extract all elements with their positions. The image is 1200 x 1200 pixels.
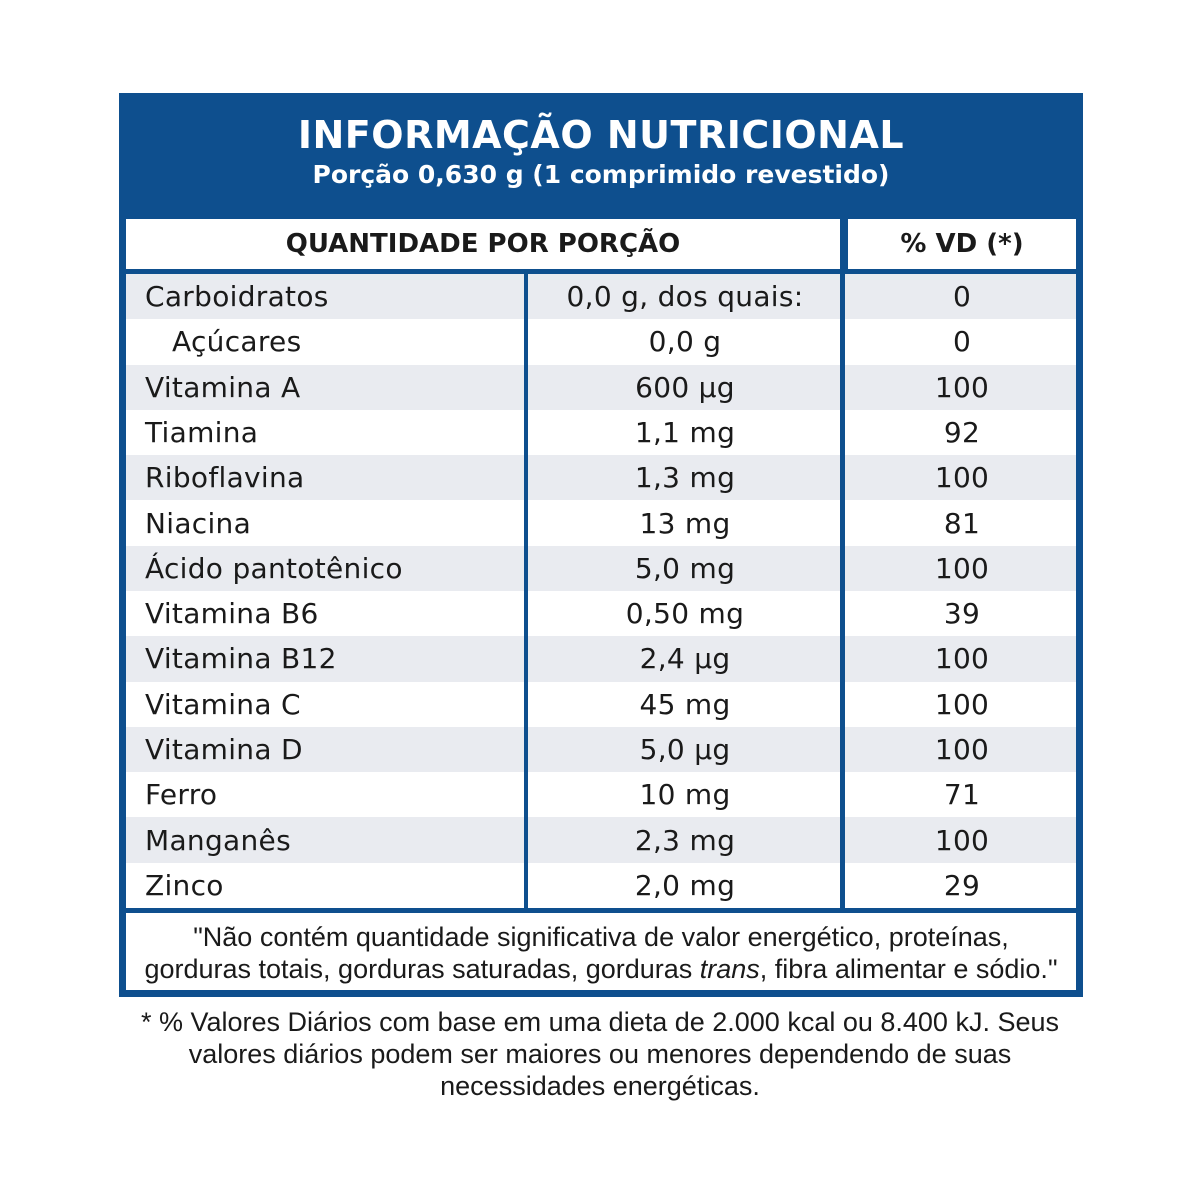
- nutrition-table-body: [126, 274, 1076, 908]
- table-row: [126, 410, 1076, 455]
- column-divider-name-amount: [524, 274, 528, 908]
- nutrient-daily-value: 100: [934, 461, 990, 495]
- nutrient-daily-value: 81: [943, 506, 981, 540]
- nutrient-daily-value: 0: [952, 325, 972, 359]
- nutrient-name: Tiamina: [145, 415, 259, 449]
- nutrient-amount: 2,3 mg: [634, 823, 736, 857]
- footnote-line-2: valores diários podem ser maiores ou menores dependendo de suas: [188, 1039, 1012, 1069]
- nutrient-amount: 2,0 mg: [634, 868, 736, 902]
- disclaimer-trans: trans: [699, 954, 760, 984]
- disclaimer-line-2-end: , fibra alimentar e sódio.": [759, 954, 1058, 984]
- nutrient-amount: 1,3 mg: [634, 461, 736, 495]
- table-row: [126, 546, 1076, 591]
- table-row: [126, 682, 1076, 727]
- disclaimer-line-1: "Não contém quantidade significativa de valor energético, proteínas,: [193, 922, 1009, 952]
- table-row: [126, 365, 1076, 410]
- nutrition-facts-panel: [119, 93, 1083, 997]
- nutrient-amount: 5,0 µg: [639, 732, 731, 766]
- column-header-daily-value: % VD (*): [900, 229, 1024, 259]
- table-row: [126, 319, 1076, 364]
- nutrient-name: Riboflavina: [145, 461, 305, 495]
- nutrient-daily-value: 29: [943, 868, 981, 902]
- nutrient-daily-value: 92: [943, 415, 981, 449]
- nutrient-amount: 10 mg: [639, 778, 731, 812]
- nutrient-amount: 1,1 mg: [634, 415, 736, 449]
- footnote-line-1: * % Valores Diários com base em uma dieta de 2.000 kcal ou 8.400 kJ. Seus: [141, 1007, 1059, 1037]
- nutrient-name: Vitamina A: [145, 370, 301, 404]
- panel-title: INFORMAÇÃO NUTRICIONAL: [297, 113, 905, 157]
- table-row: [126, 274, 1076, 319]
- nutrient-daily-value: 100: [934, 732, 990, 766]
- nutrient-name: Zinco: [145, 868, 224, 902]
- table-row: [126, 863, 1076, 908]
- table-row: [126, 727, 1076, 772]
- nutrient-name: Niacina: [145, 506, 252, 540]
- disclaimer-note: [126, 913, 1076, 990]
- nutrient-amount: 0,50 mg: [625, 597, 745, 631]
- table-row: [126, 500, 1076, 545]
- footnote-line-3: necessidades energéticas.: [440, 1071, 760, 1101]
- nutrient-daily-value: 0: [952, 280, 972, 314]
- nutrient-daily-value: 100: [934, 551, 990, 585]
- nutrient-amount: 0,0 g, dos quais:: [566, 280, 804, 314]
- nutrient-name: Ácido pantotênico: [145, 551, 403, 585]
- nutrient-name: Manganês: [145, 823, 291, 857]
- nutrient-amount: 0,0 g: [648, 325, 722, 359]
- table-row: [126, 817, 1076, 862]
- nutrient-daily-value: 100: [934, 823, 990, 857]
- nutrient-name: Ferro: [145, 778, 218, 812]
- nutrient-name: Vitamina C: [145, 687, 301, 721]
- disclaimer-line-2-start: gorduras totais, gorduras saturadas, gorduras: [144, 954, 700, 984]
- column-divider-amount-vd: [840, 274, 845, 908]
- nutrient-amount: 2,4 µg: [639, 642, 731, 676]
- nutrient-name: Vitamina B6: [145, 597, 319, 631]
- nutrient-daily-value: 100: [934, 687, 990, 721]
- nutrient-daily-value: 100: [934, 642, 990, 676]
- nutrient-daily-value: 71: [943, 778, 981, 812]
- table-row: [126, 455, 1076, 500]
- nutrient-daily-value: 39: [943, 597, 981, 631]
- nutrient-amount: 45 mg: [639, 687, 731, 721]
- table-row: [126, 636, 1076, 681]
- nutrient-daily-value: 100: [934, 370, 990, 404]
- column-header-quantity: QUANTIDADE POR PORÇÃO: [285, 229, 681, 259]
- header-divider: [840, 219, 848, 269]
- nutrient-name: Vitamina D: [145, 732, 303, 766]
- disclaimer-line-2: [126, 953, 1076, 985]
- nutrient-name: Carboidratos: [145, 280, 329, 314]
- nutrient-amount: 5,0 mg: [634, 551, 736, 585]
- table-header: [126, 219, 1076, 269]
- nutrient-amount: 600 µg: [635, 370, 735, 404]
- daily-value-footnote: [110, 1006, 1090, 1102]
- table-row: [126, 591, 1076, 636]
- table-row: [126, 772, 1076, 817]
- nutrient-amount: 13 mg: [639, 506, 731, 540]
- serving-size: Porção 0,630 g (1 comprimido revestido): [312, 160, 890, 189]
- nutrient-name: Açúcares: [172, 325, 302, 359]
- nutrient-name: Vitamina B12: [145, 642, 337, 676]
